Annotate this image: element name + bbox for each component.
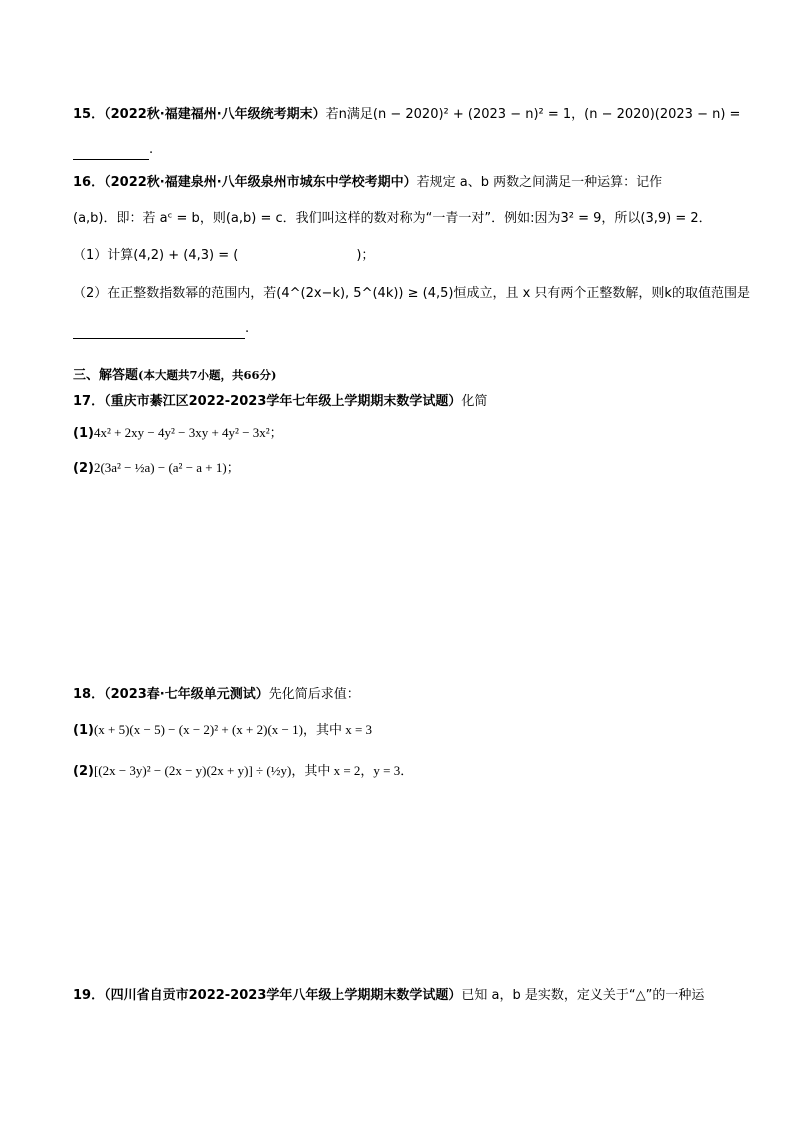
- section-note: (本大题共7小题，共66分): [138, 368, 277, 382]
- question-text: 已知 a，b 是实数，定义关于“△”的一种运: [461, 988, 705, 1003]
- period: .: [149, 142, 154, 157]
- expression: 4x² + 2xy − 4y² − 3xy + 4y² − 3x²；: [93, 425, 283, 440]
- question-number: 18．: [73, 687, 105, 702]
- question-number: 16．: [73, 175, 105, 190]
- part-text: 计算(4,2) + (4,3) = (: [107, 248, 239, 263]
- question-text: 若规定 a、b 两数之间满足一种运算：记作: [416, 175, 663, 190]
- question-18-part1: [73, 721, 372, 740]
- question-number: 15．: [73, 107, 105, 122]
- period: .: [245, 321, 250, 336]
- section-title: 三、解答题: [73, 368, 139, 383]
- question-18-part2: [73, 762, 413, 781]
- question-text: 若n满足(n − 2020)² + (2023 − n)² = 1，(n − 2020)(2023 − n) =: [325, 107, 741, 122]
- question-number: 19．: [73, 988, 105, 1003]
- question-16: [73, 174, 662, 192]
- part-label: (2): [73, 764, 94, 779]
- blank-line: [73, 141, 149, 160]
- question-17-part1: [73, 424, 283, 443]
- question-17: [73, 393, 487, 411]
- question-16-part2: [73, 285, 750, 303]
- part-label: (2): [73, 461, 94, 476]
- question-number: 17．: [73, 394, 105, 409]
- question-source: （四川省自贡市2022-2023学年八年级上学期期末数学试题）: [104, 988, 462, 1003]
- part-label: (1): [73, 426, 94, 441]
- question-source: （2022秋·福建福州·八年级统考期末）: [104, 107, 326, 122]
- part-label: (1): [73, 723, 94, 738]
- expression: 2(3a² − ½a) − (a² − a + 1)；: [93, 460, 240, 475]
- question-text: 先化简后求值：: [268, 687, 360, 702]
- question-text: (a,b)．即：若 aᶜ = b，则(a,b) = c．我们叫这样的数对称为“一青一对”．例如:因为3² = 9，所以(3,9) = 2．: [73, 211, 712, 226]
- expression: [(2x − 3y)² − (2x − y)(2x + y)] ÷ (½y)，其中 x = 2，y = 3．: [93, 763, 414, 778]
- question-text: 化简: [461, 394, 488, 409]
- answer-blank-16: [73, 320, 249, 339]
- question-19: [73, 987, 704, 1005]
- question-source: （2022秋·福建泉州·八年级泉州市城东中学校考期中）: [104, 175, 417, 190]
- blank-line: [73, 320, 245, 339]
- section-header: [73, 366, 276, 385]
- question-source: （重庆市綦江区2022-2023学年七年级上学期期末数学试题）: [104, 394, 462, 409]
- part-label: （1）: [73, 248, 108, 263]
- part-label: （2）: [73, 286, 108, 301]
- question-source: （2023春·七年级单元测试）: [104, 687, 269, 702]
- question-15: [73, 106, 740, 124]
- part-text: 在正整数指数幂的范围内，若(4^(2x−k), 5^(4k)) ≥ (4,5)恒成立，且 x 只有两个正整数解，则k的取值范围是: [107, 286, 750, 301]
- expression: (x + 5)(x − 5) − (x − 2)² + (x + 2)(x − 1)，其中 x = 3: [93, 722, 373, 737]
- answer-blank-15: [73, 141, 153, 160]
- part-end: )；: [356, 248, 375, 263]
- question-18: [73, 686, 360, 704]
- question-17-part2: [73, 459, 240, 478]
- question-16-part1: [73, 247, 374, 265]
- question-16-line2: [73, 210, 712, 228]
